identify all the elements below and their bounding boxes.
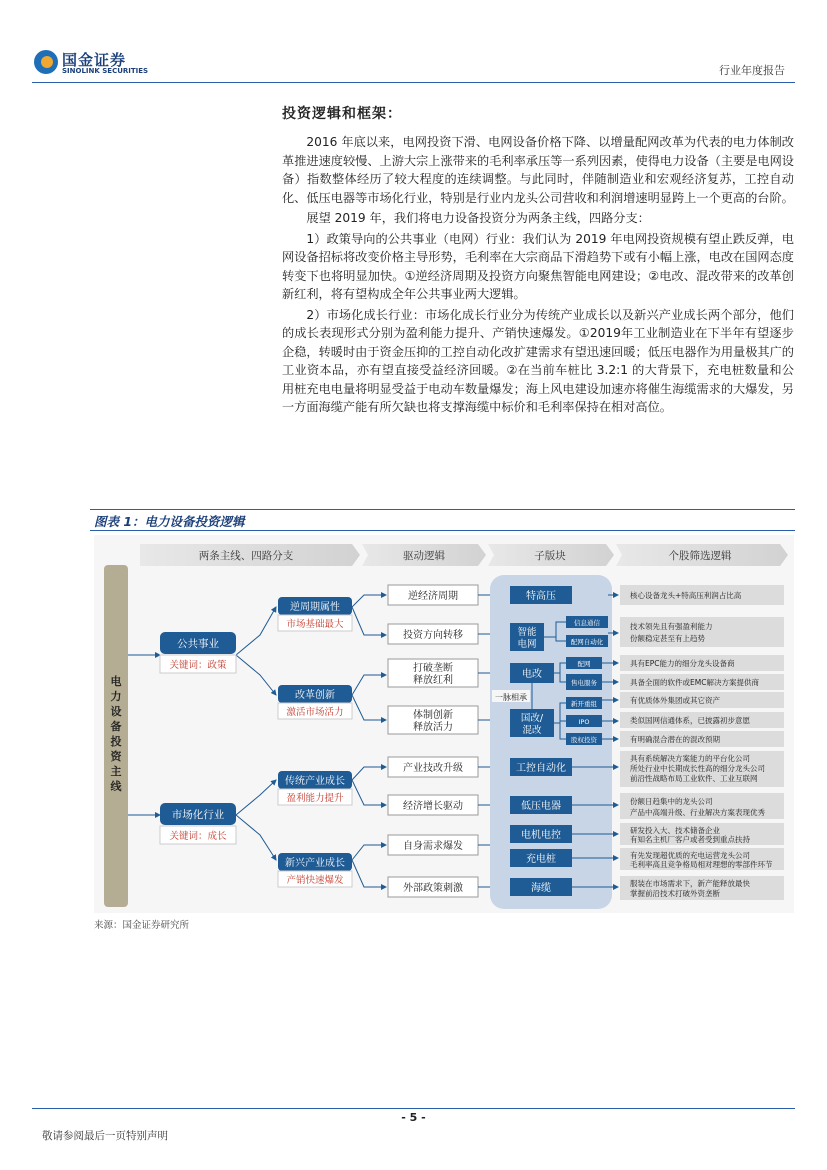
driver-label: 产业技改升级 [403,763,463,774]
svg-text:产销快速爆发: 产销快速爆发 [286,875,344,886]
node-branch-emerging [278,853,352,887]
driver-label: 外部政策刺激 [403,883,463,894]
svg-text:资: 资 [110,750,122,763]
investment-logic-diagram [94,535,794,913]
node-branch-reform [278,685,352,719]
driver-label: 体制创新 [413,710,453,721]
sector-label: 股权投资 [571,736,597,744]
sector-label: 混改 [522,725,542,736]
logic-item: 有优质体外集团或其它资产 [630,696,720,705]
logic-item: 服装在市场需求下，新产能释放最快 [630,879,750,888]
logic-item: 核心设备龙头+特高压利润占比高 [630,591,742,600]
svg-text:激活市场活力: 激活市场活力 [286,707,344,718]
logo-text-en: SINOLINK SECURITIES [62,67,149,75]
sector-label: 特高压 [526,591,556,602]
svg-text:公共事业: 公共事业 [177,638,219,650]
svg-text:市场化行业: 市场化行业 [171,809,225,821]
logic-item: 研发投入大、技术储备企业 [630,826,720,835]
connector-label: 一脉相承 [495,693,527,702]
sector-label: 国改/ [520,713,544,724]
page-number: - 5 - [401,1111,426,1124]
logic-item: 前沿性战略布局工业软件、工业互联网 [630,774,758,783]
footer-disclaimer: 敬请参阅最后一页特别声明 [42,1130,168,1142]
sector-label: 电改 [522,669,542,680]
paragraph: 展望 2019 年，我们将电力设备投资分为两条主线，四路分支： [306,211,650,225]
footer-divider [32,1108,795,1109]
svg-text:投: 投 [110,735,122,748]
logic-item: 所处行业中长期成长性高的细分龙头公司 [630,764,765,773]
svg-text:关键词：政策: 关键词：政策 [169,660,227,671]
sector-label: 新开重组 [571,700,597,708]
sector-label: 工控自动化 [516,763,566,774]
logic-item: 具备全面的软件或EMC解决方案提供商 [630,678,759,687]
logic-item: 技术领先且有强盈利能力 [630,622,713,631]
header-logic: 个股筛选逻辑 [668,550,732,562]
logic-item: 具有系统解决方案能力的平台化公司 [630,754,750,763]
driver-label: 经济增长驱动 [403,801,463,812]
driver-label: 自身需求爆发 [403,841,463,852]
sector-label: 电网 [517,639,537,650]
figure-title-divider [90,530,795,531]
sector-label: IPO [578,718,590,726]
svg-text:线: 线 [110,780,122,793]
sector-label: 低压电器 [521,801,561,812]
header-drivers: 驱动逻辑 [403,550,445,562]
report-type: 行业年度报告 [719,64,785,77]
svg-text:市场基础最大: 市场基础最大 [286,619,344,630]
svg-text:电: 电 [110,675,122,688]
paragraph: 2016 年底以来，电网投资下滑、电网设备价格下降、以增量配网改革为代表的电力体制改革推进速度较慢、上游大宗上涨带来的毛利率承压等一系列因素，使得电力设备（主要是电网设备）指数整体经历了较大程度的连续调整。与此同时，伴随制造业和宏观经济复苏，工控自动化、低压电器等市场化行业，特别是行业内龙头公司营收和利润增速明显跨上一个更高的台阶。 [282,135,794,205]
svg-text:改革创新: 改革创新 [295,690,335,701]
paragraph: 2）市场化成长行业：市场化成长行业分为传统产业成长以及新兴产业成长两个部分，他们的成长表现形式分别为盈利能力提升、产销快速爆发。①2019年工业制造业在下半年有望逐步企稳，转暖时由于资金压抑的工控自动化改扩建需求有望迅速回暖；低压电器作为用量极其广的工业资本品，亦有望直接受益经济回暖。②在当前车桩比 3.2:1 的大背景下，充电桩数量和公用桩充电电量将明显受益于电动车数量爆发；海上风电建设加速亦将催生海缆需求的大爆发，另一方面海缆产能有所欠缺也将支撑海缆中标价和毛利率保持在相对高位。 [282,307,794,414]
header-lines: 两条主线、四路分支 [198,550,294,562]
sector-label: 智能 [517,627,537,638]
svg-text:传统产业成长: 传统产业成长 [285,776,345,787]
driver-label: 释放红利 [413,675,453,686]
svg-text:关键词：成长: 关键词：成长 [169,831,227,842]
svg-text:盈利能力提升: 盈利能力提升 [286,793,344,804]
logic-item: 份额日趋集中的龙头公司 [630,797,713,806]
driver-label: 打破垄断 [413,663,453,674]
svg-text:主: 主 [110,765,122,778]
logic-item: 有明确混合潜在的混改预期 [630,735,720,744]
sector-label: 信息通信 [574,619,600,627]
company-logo-icon [34,50,58,74]
node-public [160,632,236,673]
logic-item: 有先发现超优质的充电运营龙头公司 [630,851,750,860]
figure-source: 来源：国金证券研究所 [94,920,190,931]
node-branch-traditional [278,771,352,805]
header-divider [32,82,795,83]
logic-item: 有知名主机厂客户或者受到重点扶持 [630,835,750,844]
node-market [160,803,236,844]
logic-item: 掌握前沿技术打破外资垄断 [630,889,720,898]
sector-label: 充电桩 [526,854,556,865]
driver-label: 释放活力 [413,722,453,733]
node-branch-cycle [278,597,352,631]
driver-label: 逆经济周期 [408,591,458,602]
svg-text:力: 力 [110,690,122,703]
svg-text:新兴产业成长: 新兴产业成长 [285,858,345,869]
body-text [282,133,794,417]
svg-text:逆周期属性: 逆周期属性 [290,602,340,613]
logic-item: 具有EPC能力的细分龙头设备商 [630,659,735,668]
sector-label: 电机电控 [521,830,561,841]
paragraph: 1）政策导向的公共事业（电网）行业：我们认为 2019 年电网投资规模有望止跌反弹，电网设备招标将改变价格主导形势，毛利率在大宗商品下滑趋势下或有小幅上涨，电改在国网态度转变下也将明显加快。①逆经济周期及投资方向聚焦智能电网建设；②电改、混改带来的改革创新红利，将有望构成全年公共事业两大逻辑。 [282,231,794,301]
svg-text:备: 备 [110,720,122,733]
figure-title: 图表 1：电力设备投资逻辑 [94,514,245,529]
logic-item: 类似国网信通体系，已披露初步意愿 [630,716,750,725]
header-sectors: 子版块 [534,550,566,562]
driver-label: 投资方向转移 [403,630,463,641]
logic-item: 产品中高端升级、行业解决方案表现优秀 [630,808,765,817]
logic-item: 毛利率高且竞争格局相对理想的零部件环节 [630,860,773,869]
sector-label: 配网 [577,660,591,668]
sector-label: 海缆 [531,883,551,894]
logic-item: 份额稳定甚至有上趋势 [630,634,705,643]
logo-text-cn: 国金证券 [62,51,127,69]
svg-text:设: 设 [110,705,122,718]
sector-label: 配网自动化 [570,638,604,646]
section-title: 投资逻辑和框架： [282,106,402,122]
sector-label: 售电服务 [571,679,597,687]
diagram-header-row [140,544,788,566]
figure-top-divider [90,509,795,510]
